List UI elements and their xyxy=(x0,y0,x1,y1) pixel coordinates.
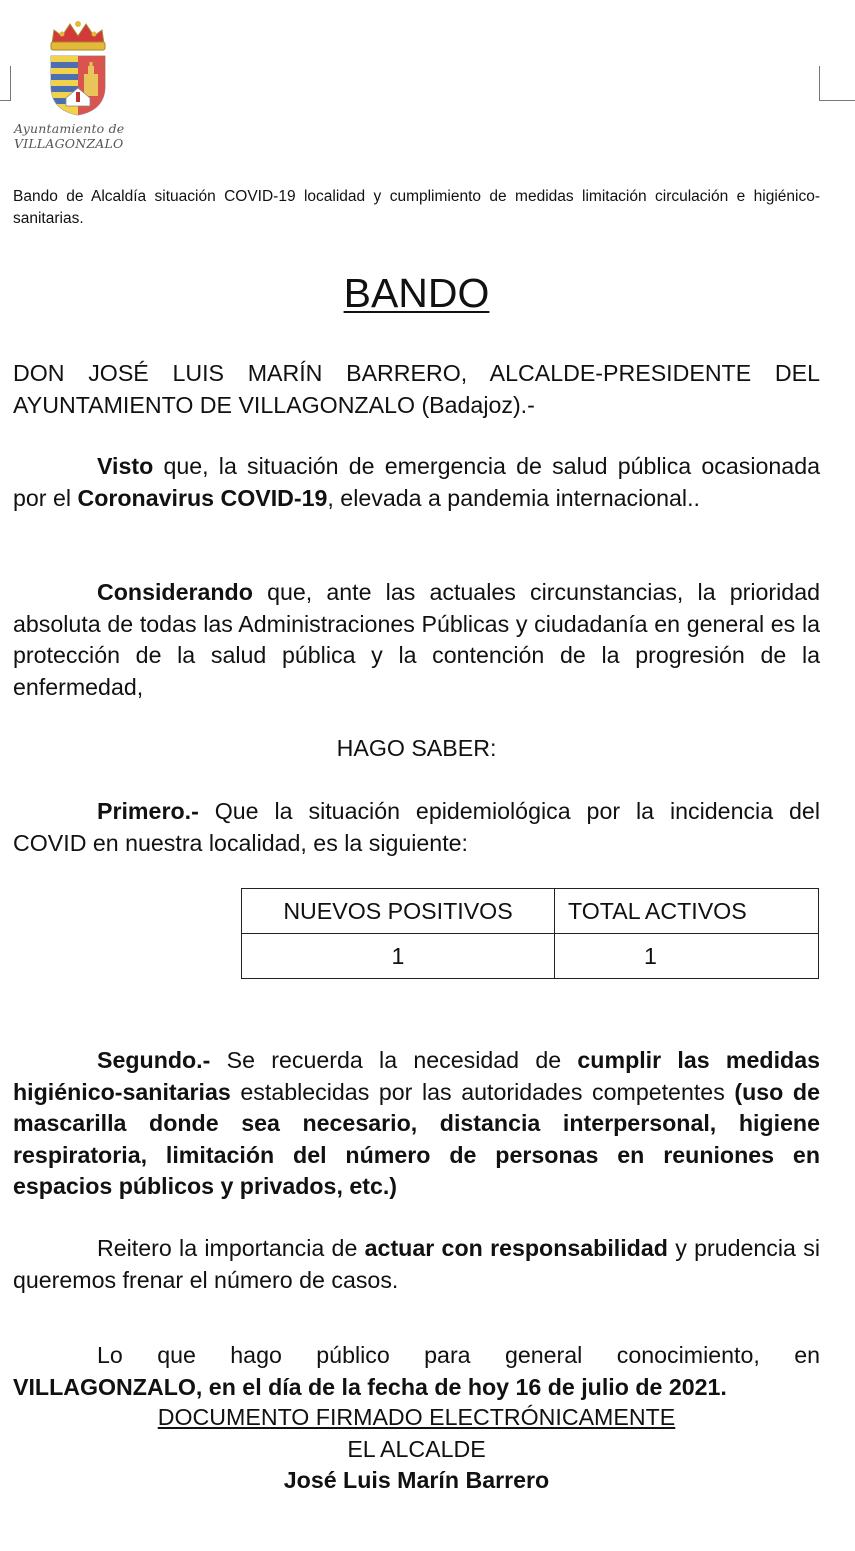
hago-saber-heading: HAGO SABER: xyxy=(336,735,497,761)
paragraph-closing xyxy=(13,1340,820,1403)
coat-of-arms-icon xyxy=(14,16,144,116)
logo-line-1: Ayuntamiento de xyxy=(14,121,125,136)
primero-text: Que la situación epidemiológica por la incidencia del COVID en nuestra localidad, es la siguiente: xyxy=(13,798,820,856)
considerando-label: Considerando xyxy=(97,579,253,605)
value-total-activos: 1 xyxy=(555,934,819,979)
crop-mark-left xyxy=(0,66,11,101)
signature-block xyxy=(0,1402,833,1497)
header-nuevos-positivos: NUEVOS POSITIVOS xyxy=(242,889,555,934)
primero-label: Primero.- xyxy=(97,798,199,824)
logo-caption xyxy=(14,121,144,151)
value-nuevos-positivos: 1 xyxy=(242,934,555,979)
reitero-text-1: Reitero la importancia de xyxy=(97,1235,365,1261)
segundo-text-1: Se recuerda la necesidad de xyxy=(210,1047,578,1073)
paragraph-visto xyxy=(13,451,820,514)
reitero-responsabilidad: actuar con responsabilidad xyxy=(364,1235,668,1261)
considerando-text: que, ante las actuales circunstancias, la prioridad absoluta de todas las Administraciones Públicas y ciudadanía en general es la protección de la salud pública y la contención de la progresión de la enfermedad, xyxy=(13,579,820,700)
table-header-row xyxy=(242,889,819,934)
paragraph-segundo xyxy=(13,1045,820,1203)
crop-mark-right xyxy=(819,66,855,101)
visto-text-1: que, la situación de emergencia de salud pública ocasionada por el xyxy=(13,453,820,511)
visto-text-2: , elevada a pandemia internacional.. xyxy=(327,484,700,511)
issuer-heading: DON JOSÉ LUIS MARÍN BARRERO, ALCALDE-PRESIDENTE DEL AYUNTAMIENTO DE VILLAGONZALO (Badajoz).- xyxy=(13,360,820,418)
reitero-text-2: y prudencia si queremos frenar el número de casos. xyxy=(13,1235,820,1293)
paragraph-considerando xyxy=(13,577,820,703)
segundo-medidas: cumplir las medidas higiénico-sanitarias xyxy=(13,1047,820,1105)
logo-line-2: VILLAGONZALO xyxy=(14,136,124,151)
closing-date-place: VILLAGONZALO, en el día de la fecha de hoy 16 de julio de 2021. xyxy=(13,1373,727,1400)
visto-coronavirus: Coronavirus COVID-19 xyxy=(77,484,328,511)
closing-text: Lo que hago público para general conocimiento, en xyxy=(97,1342,820,1368)
signature-electronic-note: DOCUMENTO FIRMADO ELECTRÓNICAMENTE xyxy=(157,1404,676,1430)
municipal-logo xyxy=(14,16,144,151)
table-row xyxy=(242,934,819,979)
signature-name: José Luis Marín Barrero xyxy=(283,1467,550,1493)
visto-label: Visto xyxy=(97,453,154,479)
header-total-activos: TOTAL ACTIVOS xyxy=(555,889,819,934)
document-title: BANDO xyxy=(343,270,490,316)
paragraph-reitero xyxy=(13,1233,820,1296)
signature-role: EL ALCALDE xyxy=(347,1435,486,1462)
segundo-text-2: establecidas por las autoridades competentes xyxy=(230,1078,735,1105)
segundo-label: Segundo.- xyxy=(97,1047,211,1073)
segundo-detalle: (uso de mascarilla donde sea necesario, distancia interpersonal, higiene respiratoria, limitación del número de personas en reuniones en espacios públicos y privados, etc.) xyxy=(13,1078,820,1199)
document-subject: Bando de Alcaldía situación COVID-19 localidad y cumplimiento de medidas limitación circulación e higiénico-sanitarias. xyxy=(13,188,820,227)
paragraph-primero xyxy=(13,796,820,859)
covid-stats-table xyxy=(241,888,819,979)
